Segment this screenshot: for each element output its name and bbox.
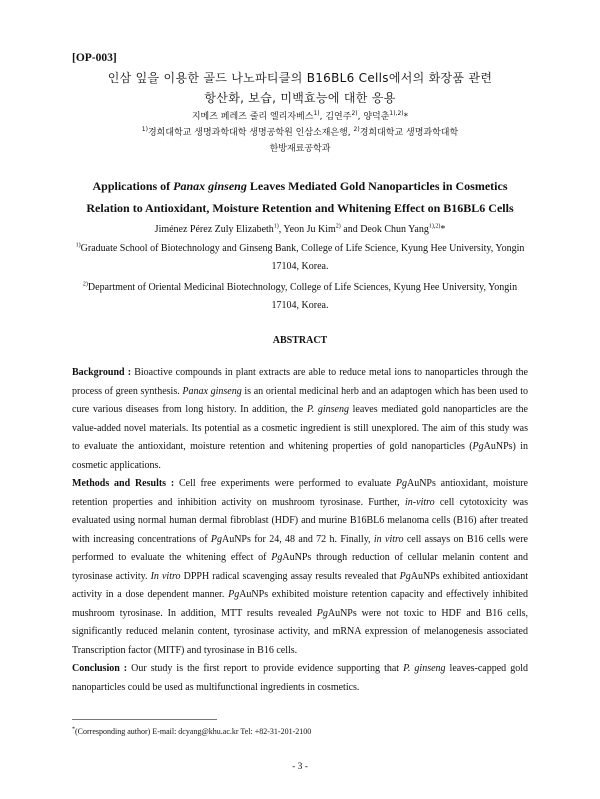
text-run: leaves-capped gold nanoparticles could be used as multifunctional ingredients in cosmetics. — [72, 663, 528, 693]
text-run: DPPH radical scavenging assay results revealed that — [180, 570, 400, 582]
korean-aff-line-1 — [72, 125, 528, 141]
english-title-part: Applications of — [92, 179, 174, 193]
english-author-3-sup: 1),2) — [428, 223, 441, 230]
korean-title-line-2: 항산화, 보습, 미백효능에 대한 응용 — [204, 91, 396, 105]
korean-author-1-sup: 1) — [313, 110, 320, 117]
korean-affiliations — [72, 125, 528, 157]
english-affiliation-2 — [72, 279, 528, 315]
text-run: AuNPs antioxidant, moisture retention properties and inhibition activity on mushroom tyrosinase. Further, — [72, 478, 528, 508]
italic-run: in-vitro — [405, 496, 435, 508]
korean-author-3: , 양덕춘 — [357, 112, 390, 122]
page-number: - 3 - — [292, 762, 308, 772]
footnote — [72, 727, 311, 736]
italic-run: in vitro — [373, 533, 404, 545]
korean-aff-sup-1: 1) — [141, 126, 148, 133]
text-run: cell cytotoxicity was evaluated using normal human dermal fibroblast (HDF) and murine B16BL6 melanoma cells (B16) after treated with increasing concentrations of — [72, 496, 528, 545]
italic-run: Pg — [210, 533, 222, 545]
italic-run: P. ginseng — [306, 404, 349, 415]
korean-author-3-sup: 1),2) — [389, 110, 404, 117]
english-aff-2-text: Department of Oriental Medicinal Biotechnology, College of Life Sciences, Kyung Hee University, Yongin 17104, Korea. — [87, 282, 518, 311]
background-paragraph — [72, 364, 528, 475]
text-run: Cell free experiments were performed to evaluate — [174, 478, 396, 489]
footnote-text: (Corresponding author) E-mail: dcyang@khu.ac.kr Tel: +82-31-201-2100 — [75, 727, 312, 736]
italic-run: Pg — [228, 589, 240, 600]
korean-aff-2: 경희대학교 생명과학대학 — [359, 128, 459, 138]
text-run: Bioactive compounds in plant extracts are able to reduce metal ions to nanoparticles through the process of green synthesis. — [72, 367, 528, 397]
abstract-code: [OP-003] — [72, 52, 117, 64]
text-run: AuNPs for 24, 48 and 72 h. Finally, — [221, 533, 374, 545]
english-corresponding-star: * — [440, 224, 446, 235]
conclusion-label: Conclusion : — [72, 663, 128, 674]
italic-run: Pg — [395, 478, 407, 489]
korean-author-2-sup: 2) — [351, 110, 358, 117]
methods-label: Methods and Results : — [72, 478, 175, 489]
conclusion-paragraph — [72, 660, 528, 697]
text-run: AuNPs exhibited antioxidant activity in a dose dependent manner. — [72, 570, 528, 600]
footnote-star: * — [72, 726, 75, 733]
english-author-2: , Yeon Ju Kim — [278, 224, 336, 235]
text-run: AuNPs exhibited moisture retention capacity and effectively inhibited mushroom tyrosinase. In addition, MTT results revealed — [72, 589, 528, 619]
korean-aff-1: 경희대학교 생명과학대학 생명공학원 인삼소재은행, — [147, 128, 354, 138]
italic-run: Panax ginseng — [182, 385, 242, 397]
korean-aff-line-2: 한방재료공학과 — [269, 144, 331, 154]
english-authors — [72, 220, 528, 240]
korean-author-1: 지메즈 페레즈 줄리 엘리자베스 — [191, 112, 314, 122]
text-run: Our study is the first report to provide evidence supporting that — [127, 663, 404, 674]
korean-corresponding-star: * — [403, 112, 409, 122]
korean-author-2: , 김연주 — [319, 112, 352, 122]
english-author-2-sup: 2) — [335, 223, 341, 230]
text-run: cell assays on B16 cells were performed to evaluate the whitening effect of — [72, 533, 528, 563]
footnote-divider — [72, 719, 217, 720]
text-run: leaves mediated gold nanoparticles are the value-added novel materials. Its potential as a cosmetic ingredient is still unexplored. The aim of this study was to evaluate the antioxidant, moisture retention and whitening properties of gold nanoparticles ( — [72, 404, 528, 452]
english-author-3: and Deok Chun Yang — [340, 224, 429, 235]
english-aff-1-text: Graduate School of Biotechnology and Ginseng Bank, College of Life Science, Kyung Hee University, Yongin 17104, Korea. — [80, 243, 525, 272]
text-run: AuNPs through reduction of cellular melanin content and tyrosinase activity. — [72, 552, 528, 582]
korean-authors — [72, 109, 528, 125]
english-aff-1-sup: 1) — [75, 242, 81, 249]
text-run: is an oriental medicinal herb and an adaptogen which has been used to cure various diseases from long history. In addition, the — [72, 385, 529, 415]
english-title-part: Leaves Mediated Gold Nanoparticles in Cosmetics Relation to Antioxidant, Moisture Retention and Whitening Effect on B16BL6 Cells — [86, 179, 514, 215]
abstract-heading: ABSTRACT — [272, 335, 328, 346]
english-author-1: Jiménez Pérez Zuly Elizabeth — [154, 224, 274, 235]
methods-paragraph — [72, 475, 528, 660]
korean-title-line-1: 인삼 잎을 이용한 골드 나노파티클의 B16BL6 Cells에서의 화장품 관련 — [107, 71, 493, 85]
italic-run: Pg — [271, 552, 283, 563]
italic-run: P. ginseng — [403, 663, 446, 674]
english-author-1-sup: 1) — [273, 223, 279, 230]
background-label: Background : — [72, 367, 132, 378]
text-run: AuNPs) in cosmetic applications. — [72, 441, 528, 471]
english-aff-2-sup: 2) — [82, 281, 88, 288]
english-title-species: Panax ginseng — [173, 179, 247, 193]
italic-run: In vitro — [150, 570, 181, 582]
paper-page — [72, 52, 528, 697]
english-title — [72, 175, 528, 219]
italic-run: Pg — [399, 570, 411, 582]
korean-aff-sup-2: 2) — [353, 126, 360, 133]
italic-run: Pg — [316, 607, 328, 619]
text-run: AuNPs were not toxic to HDF and B16 cells, significantly reduced melanin content, tyrosinase activity, and mRNA expression of melanogenesis associated Transcription factor (MITF) and tyrosinase in B16 cells. — [72, 607, 528, 656]
korean-title — [72, 68, 528, 108]
english-affiliation-1 — [72, 240, 528, 276]
italic-run: Pg — [472, 441, 484, 452]
